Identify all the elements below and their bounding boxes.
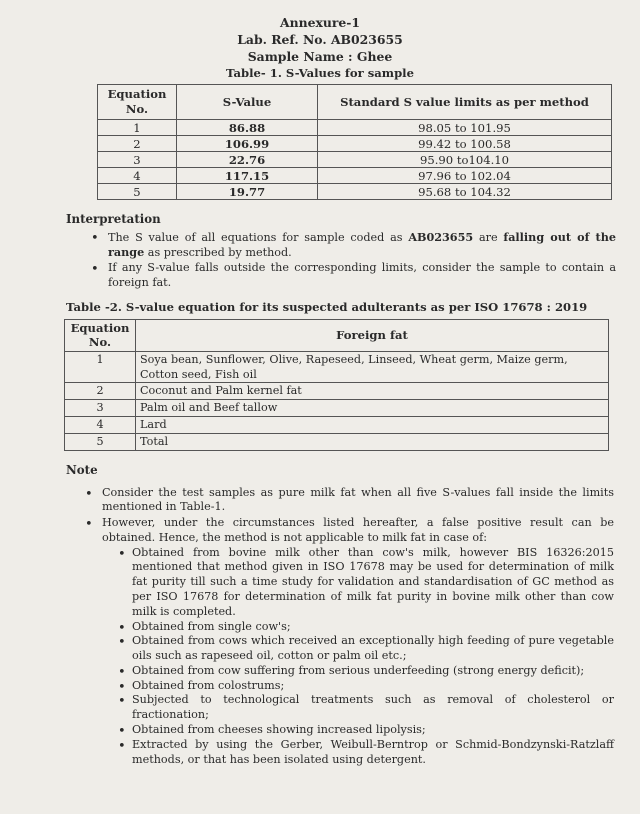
s-value: 117.15 [177,168,318,184]
table-row [98,136,612,152]
list-item: • If any S-value falls outside the corresponding limits, consider the sample to contain a foreign fat. [108,261,616,291]
note-section [66,463,640,767]
result-highlight: falling out of the range [108,229,616,260]
sub-list-item: • Obtained from cow suffering from serious underfeeding (strong energy deficit); [132,664,614,679]
note-list [102,486,614,768]
svalues-table [97,84,612,200]
equation-no: 3 [98,152,177,168]
col-equation-header: Equation No. [98,85,177,120]
table1-caption: Table- 1. S-Values for sample [226,66,414,80]
adulterants-table [64,319,609,451]
document-header [0,0,640,82]
equation-no: 5 [98,184,177,200]
limit-range: 97.96 to 102.04 [318,168,612,184]
sub-list-item: • Subjected to technological treatments such as removal of cholesterol or fractionation; [132,693,614,723]
table-row [98,168,612,184]
s-value: 19.77 [177,184,318,200]
s-value: 106.99 [177,136,318,152]
table-row [65,351,609,382]
limit-range: 95.90 to104.10 [318,152,612,168]
equation-no: 2 [98,136,177,152]
table-row [65,382,609,399]
table-header-row [98,85,612,120]
equation-no: 3 [65,399,136,416]
table-row [65,416,609,433]
annexure-title: Annexure-1 [279,15,361,30]
foreign-fat: Palm oil and Beef tallow [136,399,609,416]
sub-list-item: • Obtained from cheeses showing increased lipolysis; [132,723,614,738]
foreign-fat: Coconut and Palm kernel fat [136,382,609,399]
equation-no: 1 [98,120,177,136]
sub-list-item: • Obtained from bovine milk other than cow's milk, however BIS 16326:2015 mentioned that method given in ISO 17678 may be used for determination of milk fat purity till such a time study for validation and standardisation of GC method as per ISO 17678 for determination of milk fat purity in bovine milk other than cow milk is completed. [132,546,614,620]
equation-no: 4 [65,416,136,433]
col-fat-header: Foreign fat [136,319,609,351]
interpretation-heading: Interpretation [66,212,161,226]
list-item: • The S value of all equations for sample coded as AB023655 are falling out of the range as prescribed by method. [108,230,616,262]
list-item: • However, under the circumstances listed hereafter, a false positive result can be obtained. Hence, the method is not applicable to milk fat in case of: • Obtained from bovine milk other than cow's milk, however BIS 16326:2015 mentioned that method given in ISO 17678 may be used for determination of milk fat purity till such a time study for validation and standardisation of GC method as per ISO 17678 for determination of milk fat purity in bovine milk other than cow milk is completed. • Obtained from single cow's; • Obtained from cows which received an exceptionally high feeding of pure vegetable oils such as rapeseed oil, cotton or palm oil etc.; • Obtained from cow suffering from serious underfeeding (strong energy deficit); • Obtained from colostrums; • Subjected to technological treatments such as removal of cholesterol or fractionation; • Obtained from cheeses showing increased lipolysis; • Extracted by using the Gerber, Weibull-Berntrop or Schmid-Bondzynski-Ratzlaff methods, or that has been isolated using detergent. [102,516,614,767]
sub-list-item: • Obtained from colostrums; [132,679,614,694]
limit-range: 99.42 to 100.58 [318,136,612,152]
table-row [65,399,609,416]
foreign-fat: Total [136,433,609,450]
table-row [98,120,612,136]
table-row [98,152,612,168]
limit-range: 95.68 to 104.32 [318,184,612,200]
interpretation-section [66,212,640,291]
sample-code: AB023655 [408,229,474,244]
table-row [98,184,612,200]
sub-list-item: • Obtained from cows which received an exceptionally high feeding of pure vegetable oils such as rapeseed oil, cotton or palm oil etc.; [132,634,614,664]
equation-no: 4 [98,168,177,184]
table-row [65,433,609,450]
exclusion-list [132,546,614,768]
limit-range: 98.05 to 101.95 [318,120,612,136]
col-svalue-header: S-Value [177,85,318,120]
col-limits-header: Standard S value limits as per method [318,85,612,120]
sample-name: Sample Name : Ghee [247,49,393,64]
equation-no: 2 [65,382,136,399]
table2-title: Table -2. S-value equation for its suspected adulterants as per ISO 17678 : 2019 [66,299,588,314]
table-header-row [65,319,609,351]
lab-ref: Lab. Ref. No. AB023655 [237,32,403,47]
interpretation-list [108,230,616,291]
foreign-fat: Soya bean, Sunflower, Olive, Rapeseed, Linseed, Wheat germ, Maize germ, Cotton seed, Fish oil [136,351,609,382]
foreign-fat: Lard [136,416,609,433]
sub-list-item: • Obtained from single cow's; [132,620,614,635]
s-value: 22.76 [177,152,318,168]
sub-list-item: • Extracted by using the Gerber, Weibull-Berntrop or Schmid-Bondzynski-Ratzlaff methods, or that has been isolated using detergent. [132,738,614,768]
list-item: • Consider the test samples as pure milk fat when all five S-values fall inside the limits mentioned in Table-1. [102,486,614,516]
note-heading: Note [66,462,98,477]
equation-no: 1 [65,351,136,382]
equation-no: 5 [65,433,136,450]
col-equation-header: Equation No. [65,319,136,351]
s-value: 86.88 [177,120,318,136]
